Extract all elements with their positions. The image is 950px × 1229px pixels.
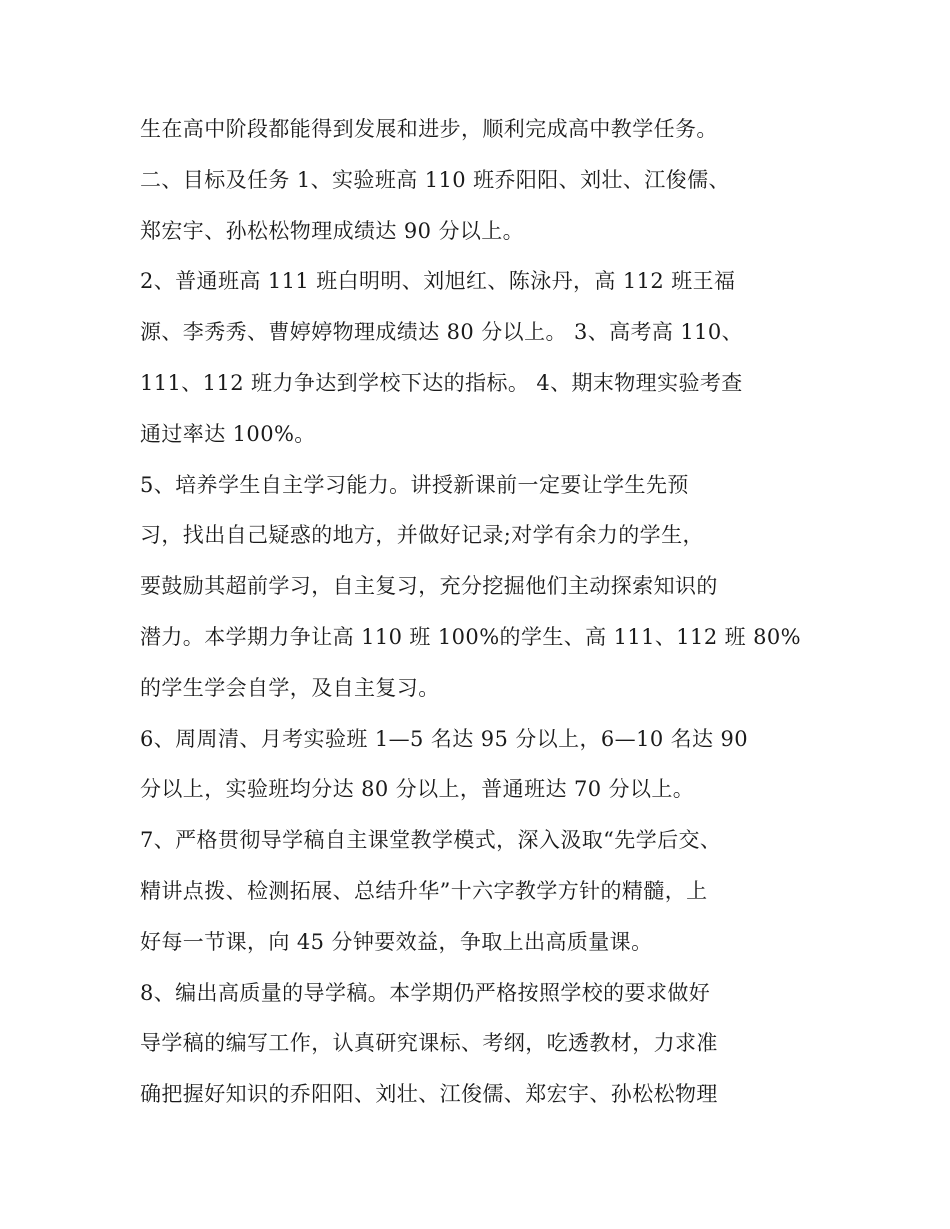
document-body: [140, 104, 820, 1120]
text-line: 郑宏宇、孙松松物理成绩达 90 分以上。: [140, 218, 525, 243]
text-line: 6、周周清、月考实验班 1—5 名达 95 分以上，6—10 名达 90: [140, 726, 749, 751]
text-line: 习，找出自己疑惑的地方，并做好记录;对学有余力的学生，: [140, 523, 704, 548]
text-line: 2、普通班高 111 班白明明、刘旭红、陈泳丹，高 112 班王福: [140, 269, 736, 294]
text-line: 生在高中阶段都能得到发展和进步，顺利完成高中教学任务。: [140, 117, 718, 141]
text-line: 5、培养学生自主学习能力。讲授新课前一定要让学生先预: [140, 472, 689, 497]
text-line: 7、严格贯彻导学稿自主课堂教学模式，深入汲取“先学后交、: [140, 828, 722, 853]
text-line: 导学稿的编写工作，认真研究课标、考纲，吃透教材，力求准: [140, 1031, 718, 1056]
text-line: 的学生学会自学，及自主复习。: [140, 675, 440, 700]
text-line: 二、目标及任务 1、实验班高 110 班乔阳阳、刘壮、江俊儒、: [140, 167, 730, 192]
text-line: 潜力。本学期力争让高 110 班 100%的学生、高 111、112 班 80%: [140, 624, 802, 649]
text-line: 通过率达 100%。: [140, 421, 316, 446]
text-line: 分以上，实验班均分达 80 分以上，普通班达 70 分以上。: [140, 777, 695, 802]
text-line: 8、编出高质量的导学稿。本学期仍严格按照学校的要求做好: [140, 980, 711, 1005]
text-line: 源、李秀秀、曹婷婷物理成绩达 80 分以上。 3、高考高 110、: [140, 320, 744, 345]
text-line: 要鼓励其超前学习，自主复习，充分挖掘他们主动探索知识的: [140, 574, 718, 599]
text-line: 确把握好知识的乔阳阳、刘壮、江俊儒、郑宏宇、孙松松物理: [140, 1082, 718, 1107]
text-line: 好每一节课，向 45 分钟要效益，争取上出高质量课。: [140, 929, 653, 954]
text-line: 111、112 班力争达到学校下达的指标。 4、期末物理实验考查: [140, 370, 743, 395]
text-line: 精讲点拨、检测拓展、总结升华”十六字教学方针的精髓，上: [140, 878, 708, 903]
